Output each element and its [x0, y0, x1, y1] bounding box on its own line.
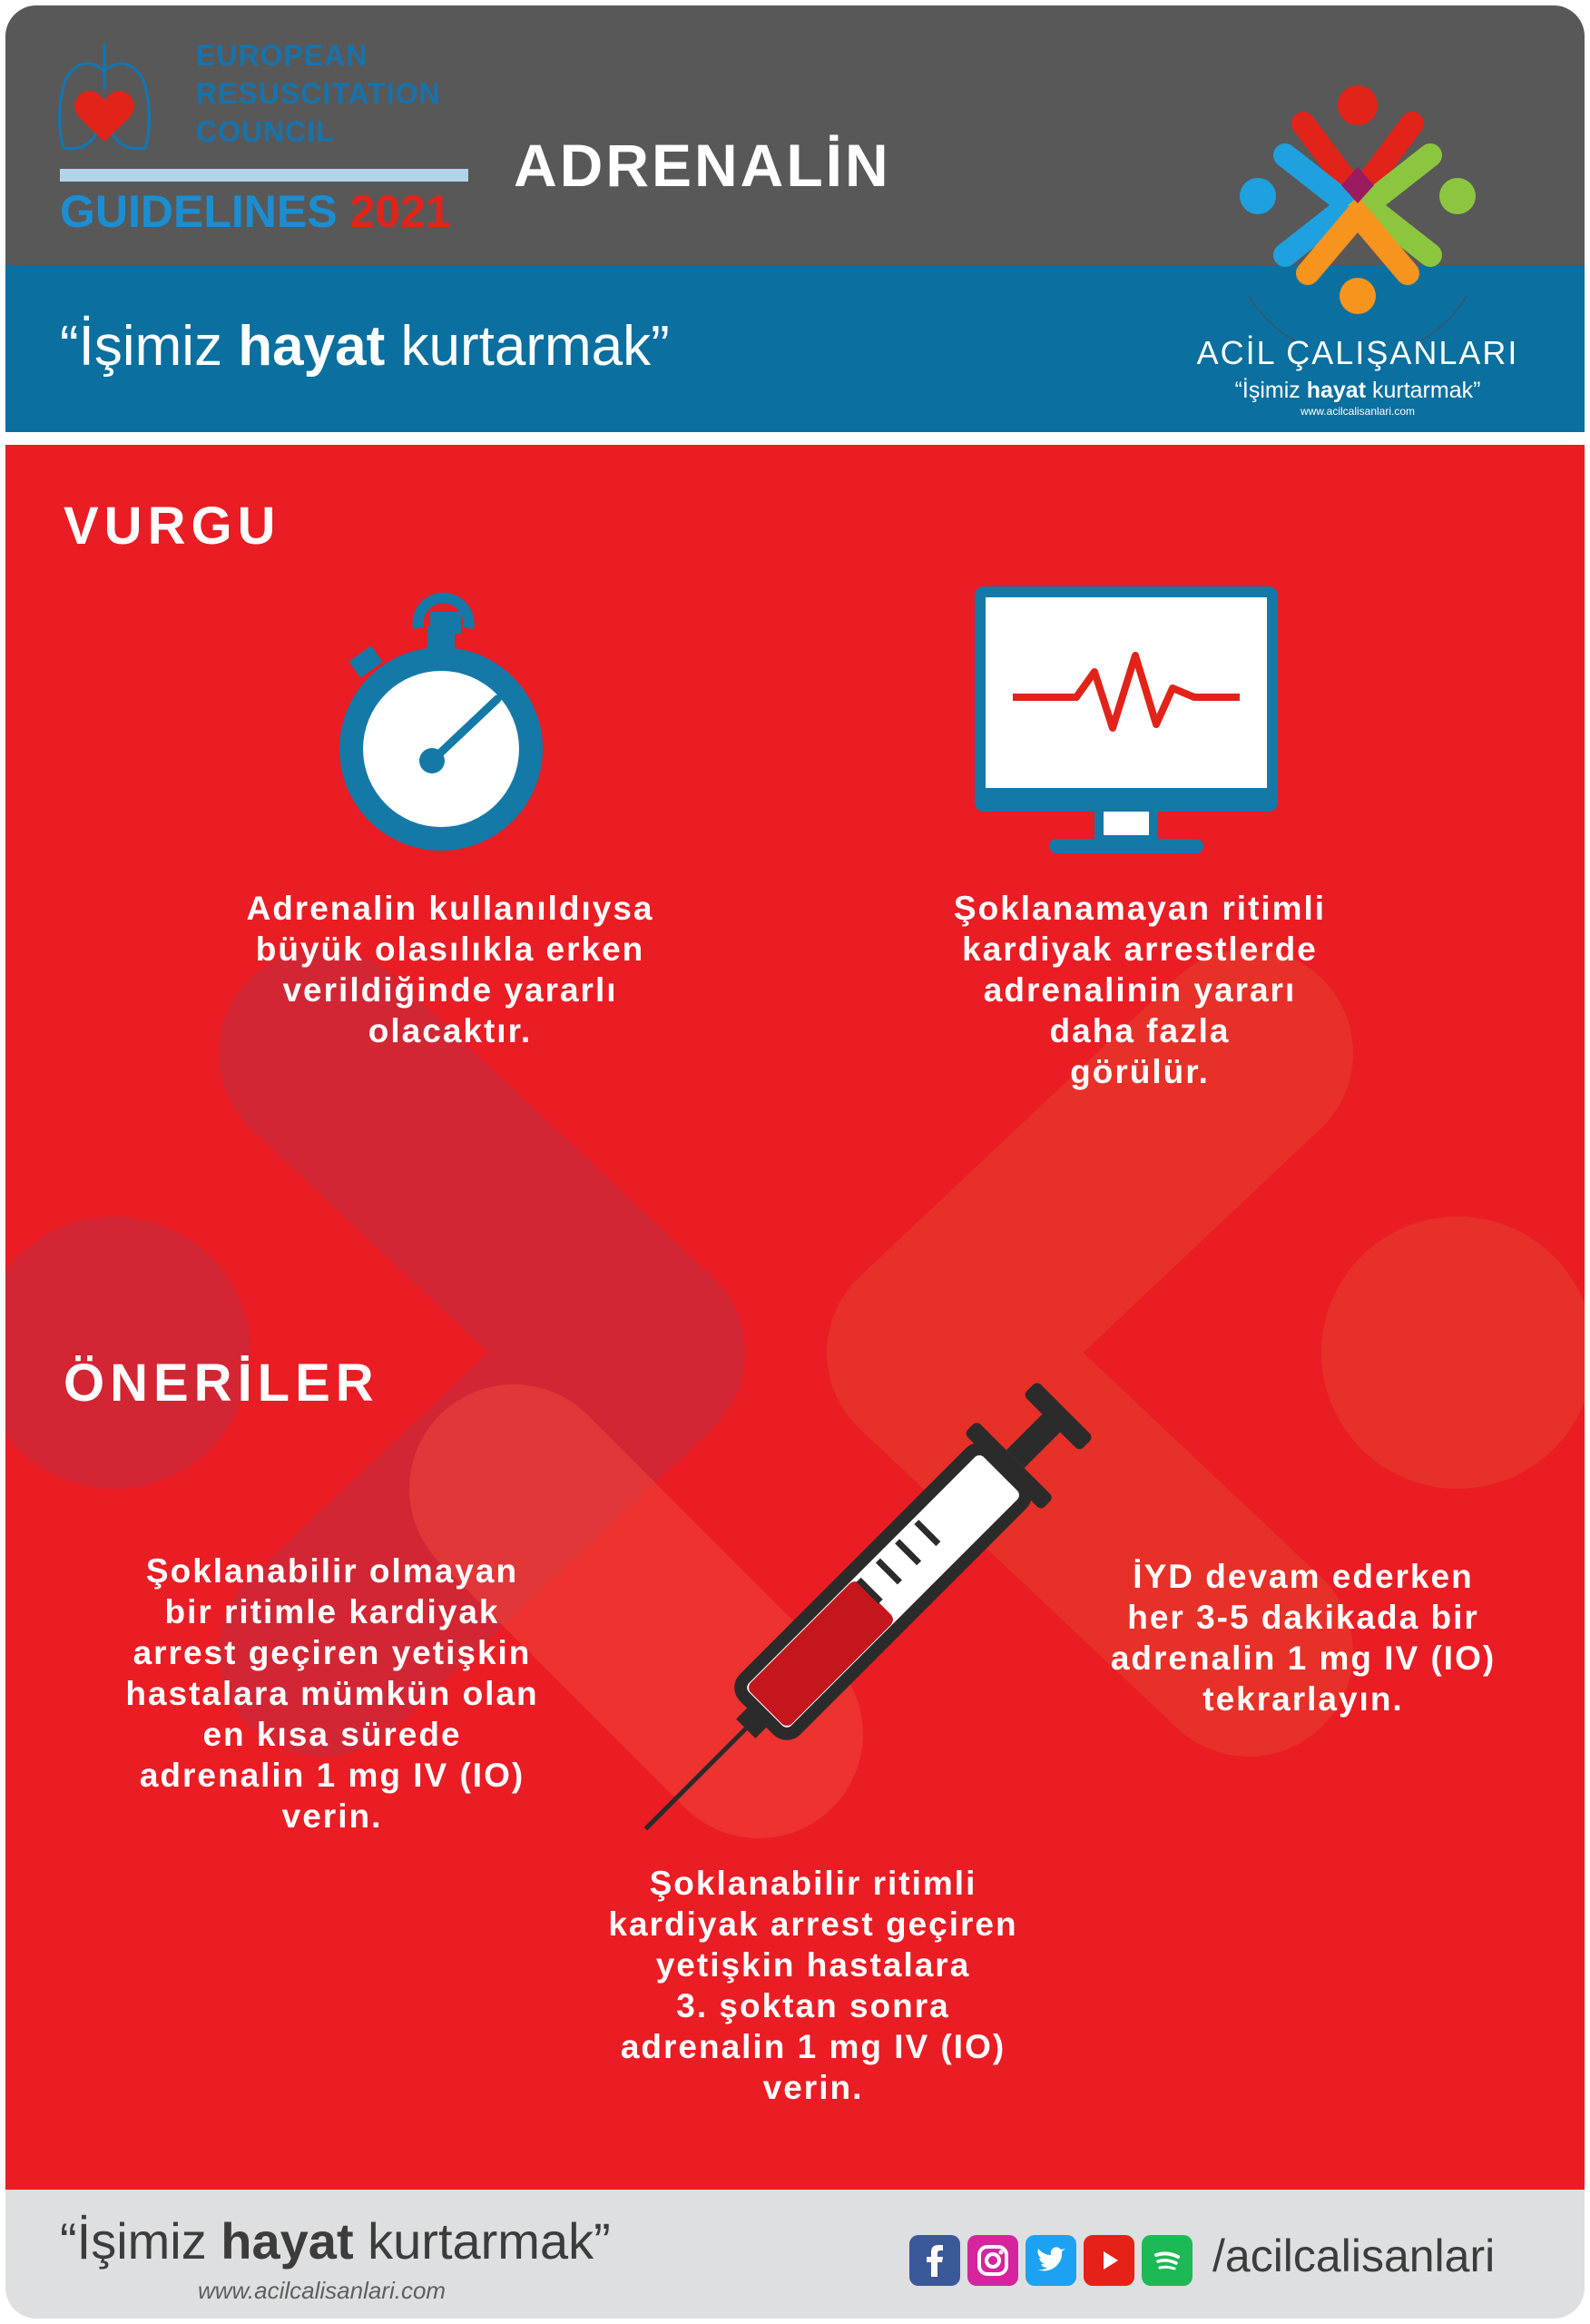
emphasis-text-1: Adrenalin kullanıldıysa büyük olasılıkla erken verildiğinde yararlı olacaktır. — [246, 890, 654, 1049]
brand-motto-bold: hayat — [1306, 378, 1367, 403]
erc-org-name — [196, 36, 441, 151]
spotify-icon[interactable] — [1142, 2235, 1192, 2286]
recommendation-text-3: Şoklanabilir ritimli kardiyak arrest geçiren yetişkin hastalara 3. şoktan sonra adrenalin 1 mg IV (IO) verin. — [608, 1865, 1018, 2106]
brand-name: ACİL ÇALIŞANLARI — [1196, 334, 1519, 371]
motto-bold: hayat — [238, 315, 386, 378]
infographic — [5, 5, 1585, 2319]
erc-line-2: RESUSCITATION — [196, 77, 441, 110]
facebook-icon[interactable] — [909, 2235, 960, 2286]
guidelines-year: 2021 — [349, 186, 451, 237]
instagram-icon[interactable] — [967, 2235, 1018, 2286]
brand-motto — [1185, 378, 1530, 404]
brand-motto-prefix: “İşimiz — [1234, 378, 1307, 403]
brand-motto-suffix: kurtarmak” — [1366, 378, 1481, 403]
stopwatch-icon — [332, 581, 559, 853]
erc-line-3: COUNCIL — [196, 115, 335, 148]
footer-motto-prefix: “İşimiz — [60, 2212, 221, 2270]
brand-url: www.acilcalisanlari.com — [1300, 405, 1416, 418]
motto-suffix: kurtarmak” — [385, 315, 670, 378]
footer-url[interactable]: www.acilcalisanlari.com — [198, 2277, 447, 2304]
emphasis-text-2: Şoklanamayan ritimli kardiyak arrestlerde adrenalinin yararı daha fazla görülür. — [953, 890, 1327, 1090]
emphasis-heading: VURGU — [64, 497, 281, 556]
social-handle[interactable]: /acilcalisanlari — [1212, 2230, 1496, 2281]
footer-motto-suffix: kurtarmak” — [353, 2212, 611, 2270]
recommendation-text-1: Şoklanabilir olmayan bir ritimle kardiyak arrest geçiren yetişkin hastalara mümkün olan en kısa sürede adrenalin 1 mg IV (IO) verin. — [125, 1552, 539, 1835]
guidelines-label — [60, 185, 451, 238]
social-icons — [909, 2235, 1192, 2286]
erc-underline — [60, 169, 468, 182]
footer-motto — [60, 2211, 611, 2270]
page-title: ADRENALİN — [514, 132, 891, 199]
acil-calisanlari-logo-icon — [1222, 69, 1494, 341]
erc-line-1: EUROPEAN — [196, 39, 368, 72]
header-divider — [5, 432, 1585, 445]
footer — [5, 2190, 1585, 2319]
youtube-icon[interactable] — [1084, 2235, 1134, 2286]
header-motto — [60, 314, 670, 379]
content-area — [5, 445, 1585, 2190]
heart-monitor-icon — [967, 581, 1285, 862]
footer-motto-bold: hayat — [221, 2212, 354, 2270]
motto-prefix: “İşimiz — [60, 315, 239, 378]
guidelines-word: GUIDELINES — [60, 186, 338, 237]
recommendations-heading: ÖNERİLER — [64, 1354, 379, 1413]
recommendation-text-2: İYD devam ederken her 3-5 dakikada bir adrenalin 1 mg IV (IO) tekrarlayın. — [1110, 1558, 1497, 1718]
erc-lungs-heart-logo-icon — [54, 34, 154, 162]
twitter-icon[interactable] — [1026, 2235, 1076, 2286]
